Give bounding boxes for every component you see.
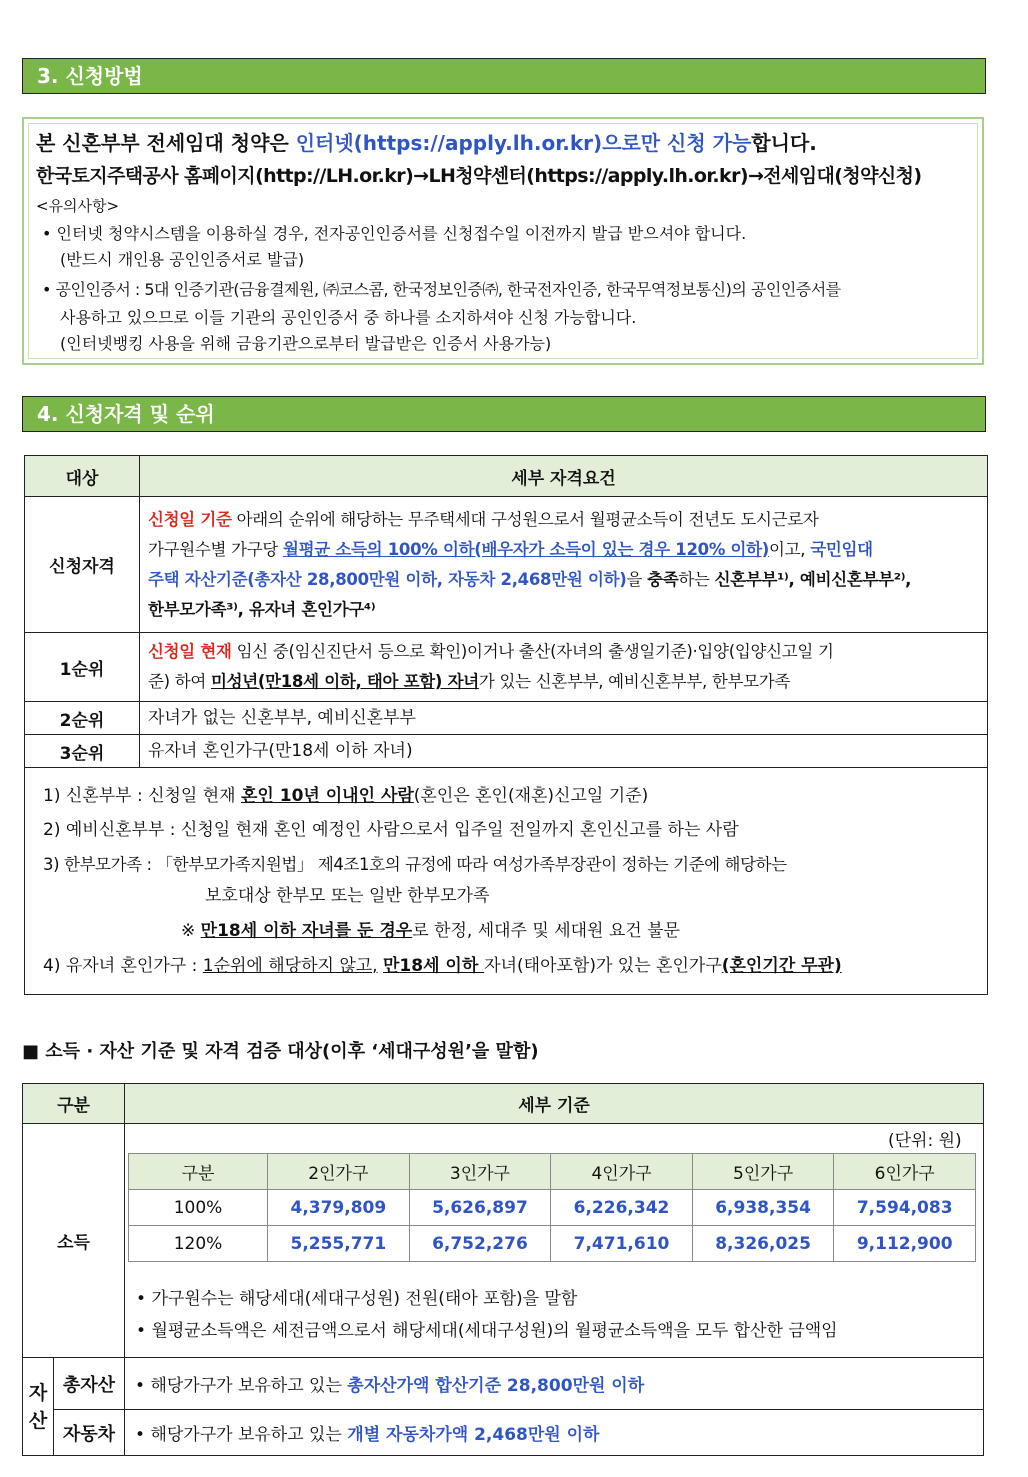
rank2-label: 2순위 bbox=[25, 702, 140, 735]
income-label: 소득 bbox=[23, 1124, 125, 1358]
income-value: 6,938,354 bbox=[692, 1190, 834, 1226]
footnote-4: 4) 유자녀 혼인가구 : 1순위에 해당하지 않고, 만18세 이하 자녀(태아포함)가 있는 혼인가구(혼인기간 무관) bbox=[43, 956, 842, 976]
notice-label: <유의사항> bbox=[36, 197, 120, 215]
table-row bbox=[129, 1190, 976, 1226]
col-category: 구분 bbox=[23, 1084, 125, 1124]
notice-bullet-2-line2: 사용하고 있으므로 이들 기관의 공인인증서 중 하나를 소지하셔야 신청 가능합니다. bbox=[60, 308, 637, 327]
income-value: 9,112,900 bbox=[834, 1226, 976, 1262]
header-cell: 6인가구 bbox=[834, 1154, 976, 1190]
income-value: 6,752,276 bbox=[409, 1226, 551, 1262]
qualification-label: 신청자격 bbox=[25, 497, 140, 633]
income-value: 5,255,771 bbox=[268, 1226, 410, 1262]
rank3-label: 3순위 bbox=[25, 735, 140, 768]
col-target: 대상 bbox=[25, 456, 140, 497]
footnote-1: 1) 신혼부부 : 신청일 현재 혼인 10년 이내인 사람(혼인은 혼인(재혼)신고일 기준) bbox=[43, 786, 649, 806]
rank1-label: 1순위 bbox=[25, 633, 140, 702]
income-bullet-1: • 가구원수는 해당세대(세대구성원) 전원(태아 포함)을 말함 bbox=[136, 1289, 578, 1309]
notice-bullet-2: • 공인인증서 : 5대 인증기관(금융결제원, ㈜코스콤, 한국정보인증㈜, 한국전자인증, 한국무역정보통신)의 공인인증서를 bbox=[42, 280, 841, 299]
income-value: 7,471,610 bbox=[551, 1226, 693, 1262]
header-cell: 구분 bbox=[129, 1154, 268, 1190]
footnote-3: 3) 한부모가족 : 「한부모가족지원법」 제4조1호의 규정에 따라 여성가족부장관이 정하는 기준에 해당하는 bbox=[43, 855, 787, 874]
income-section-title: ■ 소득 · 자산 기준 및 자격 검증 대상(이후 ‘세대구성원’을 말함) bbox=[22, 1041, 539, 1062]
row-label: 120% bbox=[129, 1226, 268, 1262]
rank3-detail: 유자녀 혼인가구(만18세 이하 자녀) bbox=[140, 735, 988, 768]
internet-only-text: 인터넷(https://apply.lh.or.kr)으로만 신청 가능 bbox=[295, 131, 752, 155]
income-value: 8,326,025 bbox=[692, 1226, 834, 1262]
qualification-table bbox=[24, 455, 988, 768]
income-value: 7,594,083 bbox=[834, 1190, 976, 1226]
income-value: 4,379,809 bbox=[268, 1190, 410, 1226]
rank1-detail: 신청일 현재 임신 중(임신진단서 등으로 확인)이거나 출산(자녀의 출생일기준)·입양(입양신고일 기 준) 하여 미성년(만18세 이하, 태아 포함) 자녀가 있는 신혼부부, 예비신혼부부, 한부모가족 bbox=[140, 633, 988, 702]
total-asset-detail: • 해당가구가 보유하고 있는 총자산가액 합산기준 28,800만원 이하 bbox=[125, 1358, 984, 1410]
header-cell: 2인가구 bbox=[268, 1154, 410, 1190]
application-method-box bbox=[22, 117, 984, 365]
col-detail: 세부 자격요건 bbox=[140, 456, 988, 497]
income-value: 6,226,342 bbox=[551, 1190, 693, 1226]
unit-label: (단위: 원) bbox=[888, 1131, 962, 1151]
section4-title: 4. 신청자격 및 순위 bbox=[22, 396, 986, 432]
income-asset-table bbox=[22, 1083, 984, 1456]
footnote-2: 2) 예비신혼부부 : 신청일 현재 혼인 예정인 사람으로서 입주일 전일까지 혼인신고를 하는 사람 bbox=[43, 820, 739, 840]
income-bullet-2: • 월평균소득액은 세전금액으로서 해당세대(세대구성원)의 월평균소득액을 모두 합산한 금액임 bbox=[136, 1321, 838, 1341]
notice-bullet-1-sub: (반드시 개인용 공인인증서로 발급) bbox=[60, 250, 305, 269]
notice-bullet-2-line3: (인터넷뱅킹 사용을 위해 금융기관으로부터 발급받은 인증서 사용가능) bbox=[60, 334, 552, 353]
header-cell: 5인가구 bbox=[692, 1154, 834, 1190]
footnotes-box bbox=[24, 763, 988, 995]
col-criteria: 세부 기준 bbox=[125, 1084, 984, 1124]
car-label: 자동차 bbox=[54, 1410, 125, 1456]
method-line1: 본 신혼부부 전세임대 청약은 인터넷(https://apply.lh.or.kr)으로만 신청 가능합니다. bbox=[36, 131, 817, 155]
car-detail: • 해당가구가 보유하고 있는 개별 자동차가액 2,468만원 이하 bbox=[125, 1410, 984, 1456]
method-line2: 한국토지주택공사 홈페이지(http://LH.or.kr)→LH청약센터(https://apply.lh.or.kr)→전세임대(청약신청) bbox=[36, 165, 922, 187]
threshold-header-row bbox=[129, 1154, 976, 1190]
notice-bullet-1: • 인터넷 청약시스템을 이용하실 경우, 전자공인인증서를 신청접수일 이전까지 발급 받으셔야 합니다. bbox=[42, 224, 747, 243]
table-row bbox=[129, 1226, 976, 1262]
qualification-detail: 신청일 기준 아래의 순위에 해당하는 무주택세대 구성원으로서 월평균소득이 전년도 도시근로자 가구원수별 가구당 월평균 소득의 100% 이하(배우자가 소득이 있는 경우 120% 이하)이고, 국민임대 주택 자산기준(총자산 28,800만원 이하, 자동차 2,468만원 이하)을 충족하는 신혼부부¹⁾, 예비신혼부부²⁾, 한부모가족³⁾, 유자녀 혼인가구⁴⁾ bbox=[140, 497, 988, 633]
rank2-detail: 자녀가 없는 신혼부부, 예비신혼부부 bbox=[140, 702, 988, 735]
income-threshold-table bbox=[128, 1153, 976, 1262]
header-cell: 4인가구 bbox=[551, 1154, 693, 1190]
footnote-3-note: ※ 만18세 이하 자녀를 둔 경우로 한정, 세대주 및 세대원 요건 불문 bbox=[181, 921, 680, 941]
total-asset-label: 총자산 bbox=[54, 1358, 125, 1410]
section3-title: 3. 신청방법 bbox=[22, 58, 986, 94]
footnote-3-line2: 보호대상 한부모 또는 일반 한부모가족 bbox=[205, 886, 490, 906]
header-cell: 3인가구 bbox=[409, 1154, 551, 1190]
asset-label: 자 산 bbox=[23, 1358, 54, 1456]
income-value: 5,626,897 bbox=[409, 1190, 551, 1226]
row-label: 100% bbox=[129, 1190, 268, 1226]
